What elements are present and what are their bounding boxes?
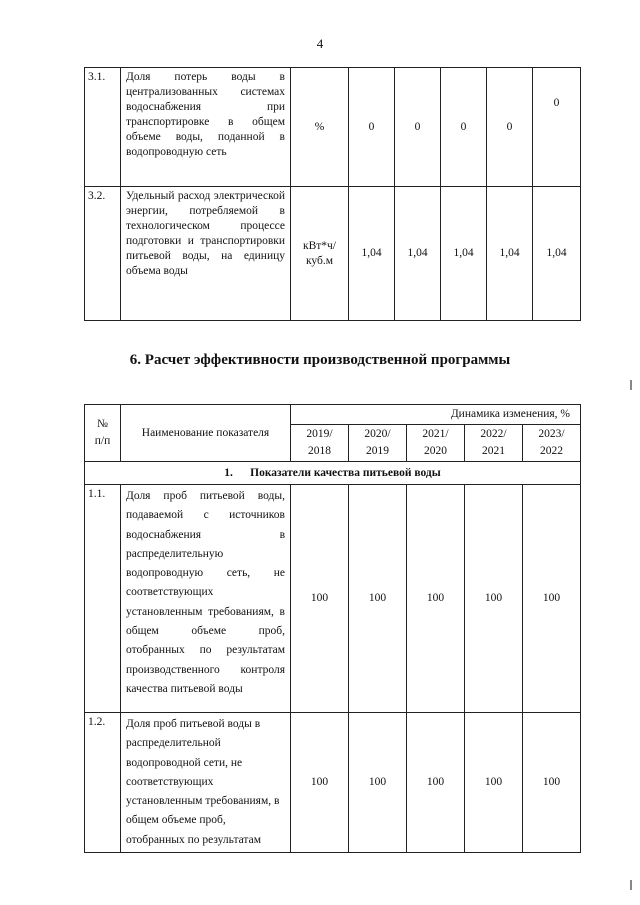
value-cell: 0 xyxy=(441,68,487,187)
unit-cell: % xyxy=(291,68,349,187)
year-header: 2020/ 2019 xyxy=(349,425,407,462)
group-title: 1. Показатели качества питьевой воды xyxy=(85,462,581,485)
value-cell: 100 xyxy=(291,713,349,853)
indicators-table-continued xyxy=(84,67,581,321)
value-cell: 0 xyxy=(487,68,533,187)
table-row xyxy=(85,713,581,853)
group-row xyxy=(85,462,581,485)
scan-margin-mark xyxy=(630,880,632,890)
value-cell: 1,04 xyxy=(395,187,441,321)
value-cell: 0 xyxy=(533,68,581,187)
value-cell: 100 xyxy=(291,485,349,713)
header-number: № п/п xyxy=(85,405,121,462)
table-row xyxy=(85,485,581,713)
efficiency-table xyxy=(84,404,581,853)
value-cell: 0 xyxy=(395,68,441,187)
header-dynamics: Динамика изменения, % xyxy=(291,405,581,425)
page-number: 4 xyxy=(316,36,324,51)
year-header: 2021/ 2020 xyxy=(407,425,465,462)
value-cell: 100 xyxy=(465,713,523,853)
value-cell: 1,04 xyxy=(487,187,533,321)
value-cell: 100 xyxy=(523,713,581,853)
row-number: 1.2. xyxy=(85,713,121,853)
scan-margin-mark xyxy=(630,380,632,390)
value-cell: 100 xyxy=(407,713,465,853)
value-cell: 1,04 xyxy=(533,187,581,321)
section-title: 6. Расчет эффективности производственной программы xyxy=(129,352,511,368)
unit-cell: кВт*ч/ куб.м xyxy=(291,187,349,321)
year-header: 2022/ 2021 xyxy=(465,425,523,462)
indicator-name: Доля проб питьевой воды в распределительной водопроводной сети, не соответствующих установленным требованиям, в общем объеме проб, отобранных по результатам xyxy=(121,713,291,853)
value-cell: 100 xyxy=(465,485,523,713)
header-name: Наименование показателя xyxy=(121,405,291,462)
value-cell: 100 xyxy=(349,713,407,853)
value-cell: 0 xyxy=(349,68,395,187)
year-header: 2023/ 2022 xyxy=(523,425,581,462)
value-cell: 100 xyxy=(407,485,465,713)
year-header: 2019/ 2018 xyxy=(291,425,349,462)
indicator-name: Доля проб питьевой воды, подаваемой с источников водоснабжения в распределительную водопроводную сеть, не соответствующих установленным требованиям, в общем объеме проб, отобранных по результатам производственного контроля качества питьевой воды xyxy=(121,485,291,713)
table-row xyxy=(85,187,581,321)
indicator-name: Удельный расход электрической энергии, потребляемой в технологическом процессе подготовки и транспортировки питьевой воды, на единицу объема воды xyxy=(121,187,291,321)
value-cell: 1,04 xyxy=(441,187,487,321)
row-number: 3.1. xyxy=(85,68,121,187)
value-cell: 100 xyxy=(349,485,407,713)
header-row xyxy=(85,405,581,425)
value-cell: 100 xyxy=(523,485,581,713)
row-number: 1.1. xyxy=(85,485,121,713)
indicator-name: Доля потерь воды в централизованных системах водоснабжения при транспортировке в общем объеме воды, поданной в водопроводную сеть xyxy=(121,68,291,187)
value-cell: 1,04 xyxy=(349,187,395,321)
row-number: 3.2. xyxy=(85,187,121,321)
table-row xyxy=(85,68,581,187)
